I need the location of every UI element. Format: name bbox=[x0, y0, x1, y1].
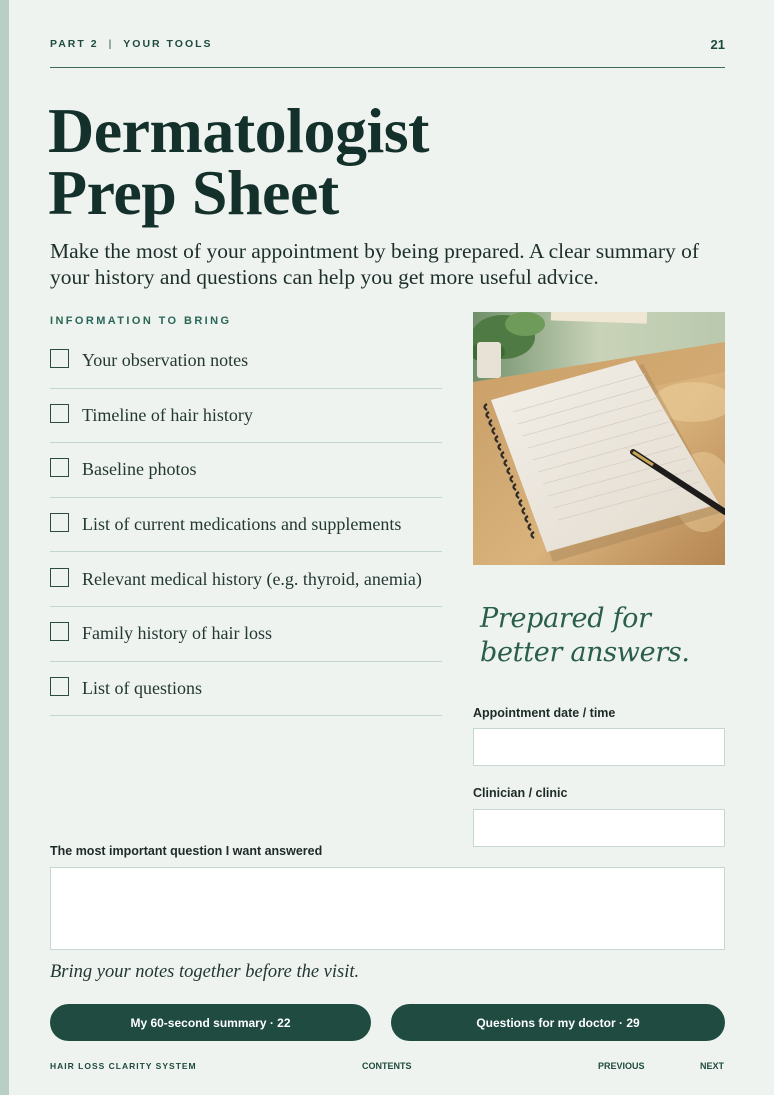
page-title bbox=[48, 95, 548, 228]
checklist-item[interactable] bbox=[50, 552, 442, 607]
checkbox[interactable] bbox=[50, 349, 69, 368]
title-line-1: Dermatologist bbox=[48, 95, 429, 166]
checklist-item-label: Relevant medical history (e.g. thyroid, anemia) bbox=[82, 568, 422, 589]
page-number: 21 bbox=[710, 37, 725, 52]
important-question-field[interactable] bbox=[50, 867, 725, 950]
breadcrumb-separator: | bbox=[108, 38, 114, 50]
side-accent-bar bbox=[0, 0, 9, 1095]
checkbox[interactable] bbox=[50, 513, 69, 532]
checkbox[interactable] bbox=[50, 677, 69, 696]
tagline: Bring your notes together before the visit. bbox=[50, 962, 360, 982]
important-question-label: The most important question I want answered bbox=[50, 844, 323, 858]
breadcrumb-chapter: YOUR TOOLS bbox=[123, 38, 213, 50]
summary-link-button[interactable]: My 60-second summary · 22 bbox=[50, 1004, 371, 1041]
questions-link-button[interactable]: Questions for my doctor · 29 bbox=[391, 1004, 725, 1041]
checklist-item[interactable] bbox=[50, 443, 442, 498]
checklist-item[interactable] bbox=[50, 334, 442, 389]
checklist-item[interactable] bbox=[50, 498, 442, 553]
intro-text: Make the most of your appointment by being prepared. A clear summary of your history and questions can help you get more useful advice. bbox=[50, 239, 700, 289]
checklist-item[interactable] bbox=[50, 389, 442, 444]
checklist-item-label: List of current medications and supplements bbox=[82, 514, 402, 535]
breadcrumb bbox=[50, 38, 213, 50]
checklist-item[interactable] bbox=[50, 662, 442, 717]
checklist-item-label: Family history of hair loss bbox=[82, 623, 272, 644]
checkbox[interactable] bbox=[50, 568, 69, 587]
contents-link[interactable]: CONTENTS bbox=[362, 1061, 412, 1071]
checklist-item-label: Timeline of hair history bbox=[82, 404, 253, 425]
handwritten-note bbox=[480, 602, 740, 670]
clinician-field[interactable] bbox=[473, 809, 725, 847]
checklist-item-label: Baseline photos bbox=[82, 459, 197, 480]
clinician-label: Clinician / clinic bbox=[473, 786, 568, 800]
footer-brand: HAIR LOSS CLARITY SYSTEM bbox=[50, 1061, 197, 1071]
checklist-heading: INFORMATION TO BRING bbox=[50, 315, 232, 327]
breadcrumb-part: PART 2 bbox=[50, 38, 99, 50]
checklist-item[interactable] bbox=[50, 607, 442, 662]
previous-link[interactable]: PREVIOUS bbox=[598, 1061, 645, 1071]
notebook-photo bbox=[473, 312, 725, 565]
handwritten-line-2: better answers. bbox=[480, 637, 690, 668]
checkbox[interactable] bbox=[50, 622, 69, 641]
checklist bbox=[50, 334, 442, 716]
handwritten-line-1: Prepared for bbox=[480, 603, 651, 634]
page-header bbox=[50, 36, 725, 68]
appointment-label: Appointment date / time bbox=[473, 706, 616, 720]
checkbox[interactable] bbox=[50, 404, 69, 423]
checklist-item-label: List of questions bbox=[82, 677, 202, 698]
next-link[interactable]: NEXT bbox=[700, 1061, 725, 1071]
appointment-field[interactable] bbox=[473, 728, 725, 766]
title-line-2: Prep Sheet bbox=[48, 157, 339, 228]
checklist-item-label: Your observation notes bbox=[82, 350, 249, 371]
checkbox[interactable] bbox=[50, 458, 69, 477]
